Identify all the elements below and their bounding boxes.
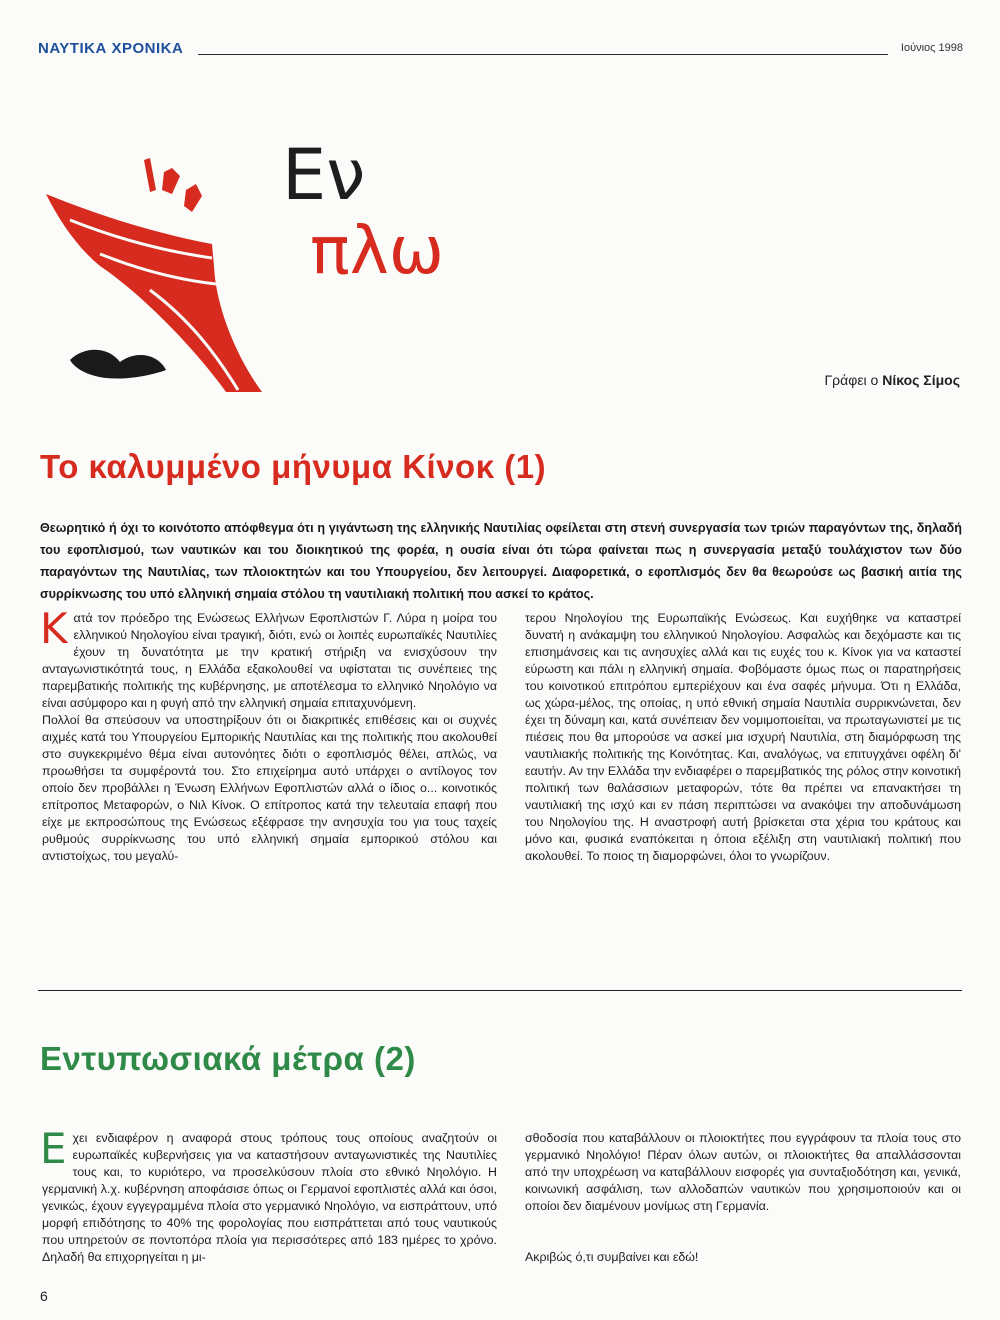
issue-date: Ιούνιος 1998 [900, 42, 963, 54]
page-header [38, 40, 963, 60]
article-2-closing-line: Ακριβώς ό,τι συμβαίνει και εδώ! [525, 1250, 699, 1264]
article-2-heading: Εντυπωσιακά μέτρα (2) [40, 1040, 416, 1077]
article-divider [38, 990, 962, 991]
article-1-heading: Το καλυμμένο μήνυμα Κίνοκ (1) [40, 448, 547, 485]
byline-prefix: Γράφει ο [824, 372, 879, 388]
ship-funnel [162, 168, 180, 194]
ship-mast [144, 158, 156, 192]
publication-name: ΝΑΥΤΙΚΑ ΧΡΟΝΙΚΑ [38, 40, 184, 57]
article-1-lede: Θεωρητικό ή όχι το κοινότοπο απόφθεγμα ότι η γιγάντωση της ελληνικής Ναυτιλίας οφείλεται στη στενή συνεργασία των τριών παραγόντων της, δηλαδή του εφοπλισμού, των ναυτικών και του διοικητικού της φορέα, η ουσία είναι ότι τώρα φαίνεται πως η συνεργασία μεταξύ τουλάχιστον των δύο παραγόντων της Ναυτιλίας, των πλοιοκτητών και του Υπουργείου, δεν λειτουργεί. Διαφορετικά, ο εφοπλισμός δεν θα θεωρούσε ως βασική αιτία της συρρίκνωσης του υπό ελληνική σημαία στόλου τη ναυτιλιακή πολιτική που ασκεί το κράτος. [40, 521, 962, 601]
section-title-line-1: Εν [282, 134, 366, 216]
ship-funnel-2 [184, 184, 202, 212]
article-2-dropcap: Ε [40, 1124, 67, 1173]
header-rule [198, 54, 888, 55]
article-2-paragraph-2: σθοδοσία που καταβάλλουν οι πλοιοκτήτες που εγγράφουν τα πλοία τους στο γερμανικό Νηολόγιο! Πέραν όλων αυτών, οι πλοιοκτήτες θα απαλλάσσονται από την υποχρέωση να καταβάλλουν εισφορές για συνταξιοδότηση και, γενικά, κοινωνική ασφάλιση, των αλλοδαπών ναυτικών που χρησιμοποιούν και οι οποίοι δεν διαμένουν μονίμως στη Γερμανία. [525, 1131, 961, 1213]
article-1-paragraph-1-text: ατά τον πρόεδρο της Ενώσεως Ελλήνων Εφοπλιστών Γ. Λύρα η μοίρα του ελληνικού Νηολογίου είναι τραγική, διότι, ενώ οι λοιπές ευρωπαϊκές Ναυτιλίες έχουν τη δυνατότητα με την κρατική στήριξη να ενισχύσουν την ανταγωνιστικότητά τους, η Ελλάδα εξακολουθεί να υφίσταται τις συνέπειες της παρεμβατικής πολιτικής της κυβέρνησης, με αποτέλεσμα το ελληνικό Νηολόγιο να είναι ασύμφορο και η φυγή από την ελληνική σημαία επιταχυνόμενη. [42, 611, 497, 710]
article-1-column-1 [40, 604, 497, 865]
article-1-paragraph-2: Πολλοί θα σπεύσουν να υποστηρίξουν ότι οι διακριτικές επιθέσεις και οι συχνές αιχμές κατά του Υπουργείου Εμπορικής Ναυτιλίας και της πολιτικής που ακολουθεί στο συγκεκριμένο θέμα είναι αυτονόητες διότι ο εφοπλισμός θέλει, απλώς, να προωθήσει τα συμφέροντά του. Στο επιχείρημα αυτό υπάρχει ο αντίλογος τον οποίο δεν προβάλλει η Ένωση Ελλήνων Εφοπλιστών αλλά ο ίδιος ο... κοινοτικός επίτροπος Μεταφορών, ο Νιλ Κίνοκ. Ο επίτροπος κατά την τελευταία επαφή που είχε με εκπροσώπους της Ενώσεως εξέφρασε την ανησυχία του για τους ταχείς ρυθμούς συρρίκνωσης του υπό ελληνική σημαία εμπορικού στόλου και αντιστοίχως, του μεγαλύ- [42, 713, 497, 863]
byline-author: Νίκος Σίμος [882, 372, 960, 388]
section-title-line-2: πλω [310, 212, 445, 289]
ship-logo [40, 150, 265, 395]
byline [824, 372, 960, 388]
ship-icon [46, 158, 262, 392]
article-1-paragraph-3: τερου Νηολογίου της Ευρωπαϊκής Ενώσεως. Και ευχήθηκε να καταστρεί δυνατή η ανάκαμψη του ελληνικού Νηολογίου. Ασφαλώς και δεχόμαστε και τις επισημάνσεις και τις ανησυχίες αλλά και τις ευχές του κ. Κίνοκ για να καταστεί εύρωστη και πάλι η ελληνική σημαία. Φοβόμαστε όμως πως οι παρατηρήσεις του κοινοτικού επιτρόπου εμπερiέχουν και ένα σαφές μήνυμα. Ότι η Ελλάδα, ως χώρα-μέλος, της οποίας, η υπό εθνική σημαία Ναυτιλία συρρικνώνεται, δεν έχει τη δύναμη και, κατά συνέπειαν δεν νομιμοποιείται, να πρωταγωνιστεί με τις πιέσεις που θα μπορούσε να ασκεί μια ισχυρή Ναυτιλία, στη διαμόρφωση της ναυτιλιακής πολιτικής της Κοινότητας. Και, αναλόγως, να επιτυγχάνει οφέλη δι' εαυτήν. Αν την Ελλάδα την ενδιαφέρει ο παρεμβατικός της ρόλος στην κοινοτική πολιτική των θαλάσσιων μεταφορών, τότε θα πρέπει να επανακτήσει τη ναυτιλιακή της ισχύ και εν πάση περιπτώσει να ανακόψει την αποδυνάμωση του Νηολογίου της. Η αναστροφή αυτή βρίσκεται στα χέρια του κράτους και μόνο και, φυσικά εναπόκειται η όποια εξέλιξη στη ναυτιλιακή πολιτική που ακολουθεί. Το ποιος τη διαμορφώνει, όλοι το γνωρίζουν. [525, 611, 961, 863]
article-2-column-2 [525, 1130, 961, 1266]
article-1-dropcap: Κ [40, 604, 68, 653]
page-number: 6 [40, 1288, 48, 1304]
article-2-column-1 [40, 1124, 497, 1266]
article-2-paragraph-1-text: χει ενδιαφέρον η αναφορά στους τρόπους τους οποίους αναζητούν οι ευρωπαϊκές κυβερνήσεις για να καταστήσουν ανταγωνιστικές της Ναυτιλίες τους και, το κυριότερο, να προσελκύσουν πλοία στο εθνικό Νηολόγιο. Η γερμανική λ.χ. κυβέρνηση αποφάσισε όπως οι Γερμανοί εφοπλιστές αλλά και όσοι, γενικώς, έχουν εγγεγραμμένα πλοία στο γερμανικό Νηολόγιο, να εισπράττουν, υπό μορφή επιδότησης το 40% της φορολογίας που εισπράττεται από τους ναυτικούς που υπηρετούν σε ποντοπόρα πλοία για περισσότερες από 183 ημέρες το χρόνο. Δηλαδή θα επιχορηγείται η μι- [42, 1131, 497, 1264]
ship-wave [70, 350, 166, 379]
article-1-paragraph-1 [40, 604, 497, 712]
article-2-paragraph-1 [40, 1124, 497, 1266]
article-1-column-2 [525, 610, 961, 865]
